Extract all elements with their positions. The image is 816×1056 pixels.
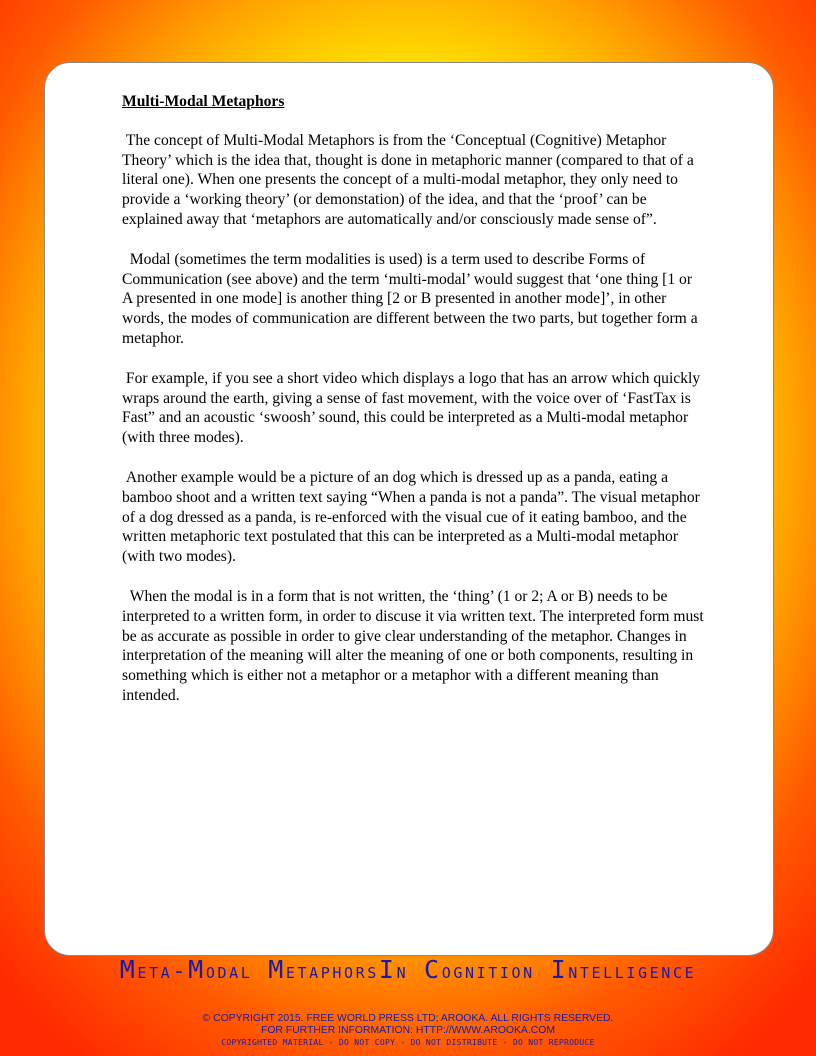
footer-title-part: ognition: [441, 959, 551, 984]
footer-title-part: n: [396, 959, 425, 984]
footer-notice: COPYRIGHTED MATERIAL - DO NOT COPY - DO NOT DISTRIBUTE - DO NOT REPRODUCE: [221, 1038, 595, 1047]
footer-title-part: etaphors: [285, 959, 379, 984]
document-heading: Multi-Modal Metaphors: [122, 93, 285, 110]
paragraph-4: Another example would be a picture of an dog which is dressed up as a panda, eating a bamboo shoot and a written text saying “When a panda is not a panda”. The visual metaphor of a dog dressed as a panda, is re-enforced with the visual cue of it eating bamboo, and the written metaphoric text postulated that this can be interpreted as a Multi-modal metaphor (with two modes).: [122, 468, 704, 566]
page-card: [44, 62, 774, 956]
footer-title-part: eta-: [137, 959, 189, 984]
footer-title-part: I: [378, 955, 397, 984]
footer-title-part: M: [268, 955, 286, 984]
footer-title-part: I: [550, 955, 569, 984]
footer-title-part: ntelligence: [568, 959, 697, 984]
paragraph-3: For example, if you see a short video which displays a logo that has an arrow which quickly wraps around the earth, giving a sense of fast movement, with the voice over of ‘FastTax is Fast” and an acoustic ‘swoosh’ sound, this could be interpreted as a Multi-modal metaphor (with three modes).: [122, 369, 705, 447]
paragraph-1: The concept of Multi-Modal Metaphors is from the ‘Conceptual (Cognitive) Metaphor Theory’ which is the idea that, thought is done in metaphoric manner (compared to that of a literal one). When one presents the concept of a multi-modal metaphor, they only need to provide a ‘working theory’ (or demonstation) of the idea, and that the ‘proof’ can be explained away that ‘metaphors are automatically and/or consciously made sense of”.: [122, 131, 698, 228]
footer-title-part: M: [119, 955, 138, 984]
footer-title: [0, 955, 816, 984]
footer-title-part: odal: [205, 959, 269, 984]
footer-title-part: C: [424, 955, 442, 984]
footer-title-part: M: [188, 955, 206, 984]
footer-copyright: © COPYRIGHT 2015. FREE WORLD PRESS LTD; AROOKA. ALL RIGHTS RESERVED.: [202, 1013, 614, 1024]
footer-info-link: FOR FURTHER INFORMATION: HTTP://WWW.AROOKA.COM: [260, 1025, 555, 1036]
paragraph-5: When the modal is in a form that is not written, the ‘thing’ (1 or 2; A or B) needs to be interpreted to a written form, in order to discuse it via written text. The interpreted form must be as accurate as possible in order to give clear understanding of the metaphor. Changes in interpretation of the meaning will alter the meaning of one or both components, resulting in something which is either not a metaphor or a metaphor with a different meaning than intended.: [122, 587, 708, 704]
document-body: [122, 92, 708, 726]
paragraph-2: Modal (sometimes the term modalities is used) is a term used to describe Forms of Communication (see above) and the term ‘multi-modal’ would suggest that ‘one thing [1 or A presented in one mode] is another thing [2 or B presented in another mode]’, in other words, the modes of communication are different between the two parts, but together form a metaphor.: [122, 250, 702, 347]
